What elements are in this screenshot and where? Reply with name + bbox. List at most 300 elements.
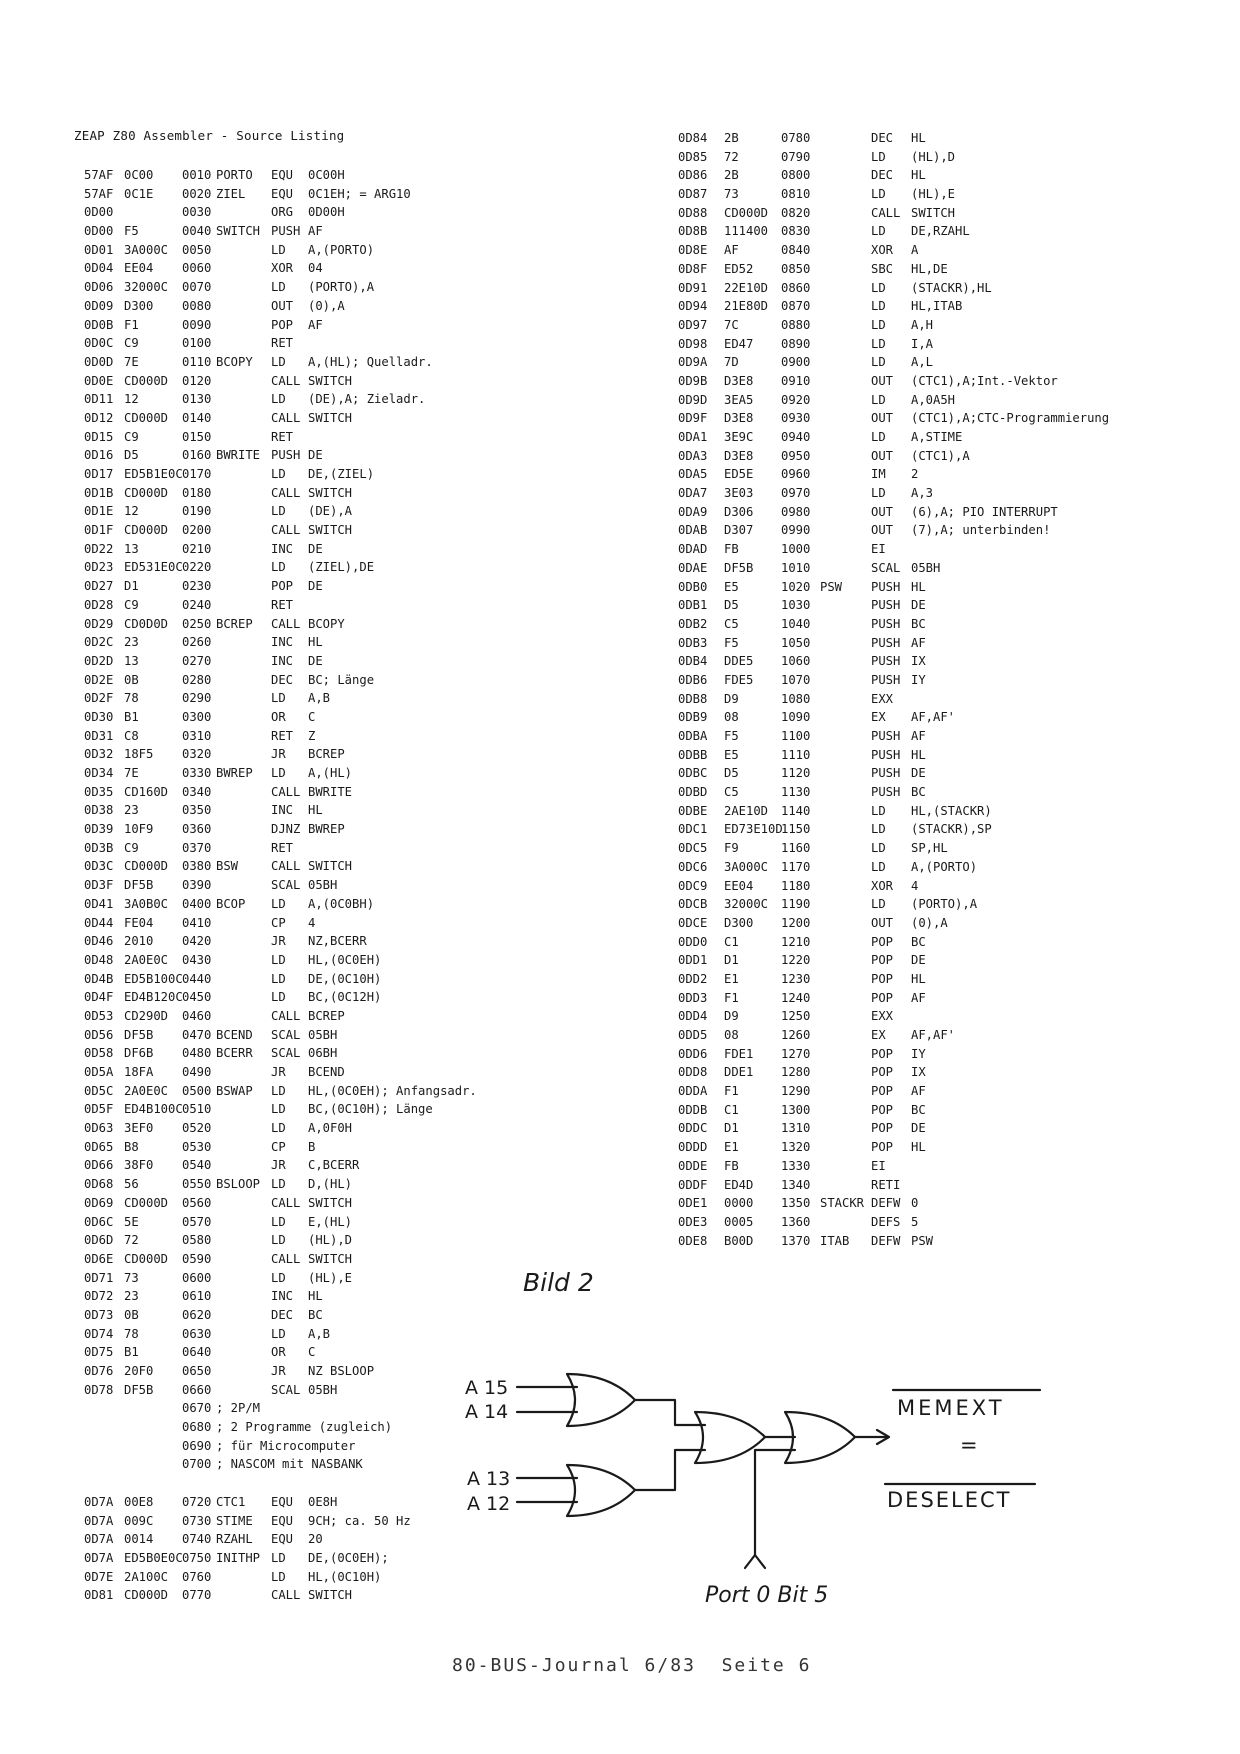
listing-label [820,428,871,447]
listing-line-number: 0520 [182,1121,212,1136]
listing-operand: 9CH; ca. 50 Hz [308,1513,411,1528]
output-label-equals: = [960,1433,978,1457]
listing-line-number: 0730 [182,1513,212,1528]
listing-label [216,241,271,260]
listing-operand: A,0A5H [911,392,956,407]
listing-line-number: 1010 [781,560,811,575]
listing-operand: (DE),A; Zieladr. [308,392,426,407]
listing-operand: (HL),E [911,187,956,202]
listing-line-number: 0490 [182,1065,212,1079]
listing-object-code: CD000D [124,485,169,500]
listing-row [678,372,1109,391]
listing-label [820,1138,871,1157]
listing-operand: 0 [911,1196,919,1211]
listing-mnemonic: OUT [871,448,894,463]
listing-row [84,1399,477,1418]
listing-operand: DE,(0C0EH); [308,1550,389,1565]
listing-address: 0DC5 [678,841,708,856]
listing-mnemonic: LD [271,691,286,706]
listing-mnemonic: CALL [271,1195,301,1210]
input-label-a13: A 13 [467,1468,511,1490]
listing-label [216,783,271,802]
listing-row [84,484,477,503]
listing-mnemonic: LD [271,392,286,407]
listing-mnemonic: LD [871,336,886,351]
listing-address: 0D7A [84,1532,114,1547]
listing-operand: A,(HL); Quelladr. [308,354,433,369]
listing-label [820,877,871,896]
listing-row [84,540,477,559]
listing-address: 0D1E [84,504,114,519]
listing-operand: A,3 [911,486,934,501]
listing-row [84,1082,477,1101]
listing-mnemonic: DEC [271,672,294,687]
listing-line-number: 0820 [781,205,811,220]
listing-row [678,1232,1109,1251]
listing-object-code: 0B [124,1307,139,1322]
listing-address: 0DA3 [678,448,708,463]
listing-row [678,764,1109,783]
listing-object-code: B1 [124,709,139,724]
listing-row [84,689,477,708]
listing-line-number: 0460 [182,1008,212,1023]
listing-address: 0DE3 [678,1214,708,1229]
listing-address: 0D46 [84,934,114,949]
listing-row [84,1568,477,1587]
listing-line-number: 1200 [781,915,811,930]
listing-address: 0D0B [84,317,114,332]
listing-operand: DE [911,598,926,613]
listing-operand: (STACKR),HL [911,280,992,295]
listing-line-number: 0950 [781,448,811,463]
listing-object-code: 0014 [124,1532,154,1547]
listing-object-code: 009C [124,1513,154,1528]
listing-operand: (7),A; unterbinden! [911,523,1051,538]
listing-address: 0D86 [678,168,708,183]
listing-row [84,1063,477,1082]
listing-address: 0D84 [678,131,708,145]
listing-label [820,895,871,914]
listing-line-number: 0850 [781,261,811,276]
listing-object-code: D5 [124,448,139,463]
listing-line-number: 1140 [781,803,811,818]
listing-line-number: 0320 [182,747,212,762]
listing-row [84,801,477,820]
listing-mnemonic: POP [871,1084,894,1099]
listing-label [820,559,871,578]
listing-row [678,1213,1109,1232]
listing-mnemonic: INC [271,653,294,668]
listing-address: 0D91 [678,280,708,295]
listing-mnemonic: LD [271,971,286,986]
listing-row [84,764,477,783]
listing-row [678,858,1109,877]
listing-row [84,671,477,690]
listing-line-number: 0880 [781,317,811,332]
listing-label [216,1325,271,1344]
listing-row [84,1325,477,1344]
listing-row [84,1007,477,1026]
listing-mnemonic: CALL [271,784,301,799]
listing-row [678,839,1109,858]
listing-line-number: 0390 [182,878,212,893]
listing-operand: DE [911,953,926,968]
listing-label [216,1213,271,1232]
listing-operand: A,(PORTO) [911,859,978,874]
listing-mnemonic: RET [271,840,294,855]
listing-line-number: 0040 [182,224,212,239]
listing-label [820,1045,871,1064]
listing-operand: BCOPY [308,616,345,631]
listing-object-code: C8 [124,728,139,743]
listing-row [678,559,1109,578]
listing-label: ; 2 Programme (zugleich) [216,1420,393,1435]
listing-mnemonic: LD [271,1326,286,1341]
listing-operand: AF [911,990,926,1005]
listing-row [678,989,1109,1008]
listing-address: 0DC9 [678,878,708,893]
listing-row [678,391,1109,410]
listing-label [216,1381,271,1400]
listing-line-number: 0620 [182,1307,212,1322]
listing-address: 0D66 [84,1158,114,1173]
listing-row [84,428,477,447]
listing-mnemonic: LD [871,355,886,370]
listing-row [678,578,1109,597]
listing-mnemonic: POP [871,1065,894,1080]
listing-object-code: 0005 [724,1214,754,1229]
listing-operand: D,(HL) [308,1177,353,1192]
listing-operand: 05BH [308,878,338,893]
listing-line-number: 0930 [781,411,811,426]
listing-object-code: CD000D [124,410,169,425]
listing-row [84,1493,477,1512]
listing-object-code: F5 [724,729,739,743]
listing-address: 0DD5 [678,1028,708,1042]
listing-object-code: C1 [724,1102,739,1117]
listing-row [84,241,477,260]
listing-object-code: DF5B [124,1027,154,1042]
listing-line-number: 1060 [781,654,811,669]
listing-line-number: 0470 [182,1027,212,1042]
listing-line-number: 1240 [781,990,811,1005]
listing-line-number: 0290 [182,691,212,706]
listing-label [820,372,871,391]
listing-operand: BCEND [308,1065,345,1079]
listing-object-code: C9 [124,336,139,351]
output-label-deselect: DESELECT [887,1488,1012,1512]
listing-line-number: 1260 [781,1028,811,1042]
listing-mnemonic: CALL [271,410,301,425]
listing-address: 0D3F [84,878,114,893]
listing-label [820,933,871,952]
listing-operand: SP,HL [911,841,948,856]
listing-row [84,446,477,465]
listing-label: ITAB [820,1233,850,1248]
listing-label [216,1269,271,1288]
listing-object-code: CD000D [124,859,169,874]
listing-line-number: 0260 [182,635,212,650]
listing-label [820,1101,871,1120]
input-label-a15: A 15 [465,1377,509,1399]
listing-label [820,1119,871,1138]
listing-address: 0D23 [84,560,114,575]
listing-row [678,148,1109,167]
listing-object-code: 18FA [124,1065,154,1079]
listing-address: 0D39 [84,822,114,837]
listing-row [84,970,477,989]
listing-operand: C,BCERR [308,1158,360,1173]
listing-operand: A,(HL) [308,766,353,780]
listing-address: 0D97 [678,317,708,332]
listing-label [216,409,271,428]
listing-address: 0D5A [84,1065,114,1079]
listing-row [678,671,1109,690]
listing-address: 0D16 [84,448,114,463]
listing-row [84,783,477,802]
listing-mnemonic: RET [271,336,294,351]
listing-address: 0D8F [678,261,708,276]
listing-object-code: AF [724,243,739,258]
listing-line-number: 1000 [781,542,811,557]
listing-address: 57AF [84,168,114,182]
listing-operand: (0),A [308,298,345,313]
listing-object-code: CD0D0D [124,616,169,631]
listing-mnemonic: POP [271,579,294,594]
listing-row [678,708,1109,727]
listing-object-code: FDE5 [724,672,754,687]
listing-label [820,839,871,858]
listing-operand: (STACKR),SP [911,822,992,837]
listing-operand: HL [911,579,926,594]
listing-address: 0D76 [84,1364,114,1378]
listing-address: 0D2D [84,653,114,668]
listing-row [84,185,477,204]
listing-object-code [124,203,182,222]
listing-operand: DE,RZAHL [911,224,970,239]
listing-operand: DE [911,1121,926,1136]
listing-operand: (HL),E [308,1270,353,1285]
listing-label [216,708,271,727]
listing-line-number: 0080 [182,298,212,313]
listing-address: 0D6D [84,1233,114,1248]
listing-label [820,951,871,970]
listing-object-code: F1 [724,1084,739,1099]
listing-line-number: 0500 [182,1083,212,1098]
listing-label [216,1007,271,1026]
listing-object-code: C5 [724,785,739,800]
listing-label [820,166,871,185]
listing-mnemonic: EXX [871,691,894,706]
listing-label [216,1119,271,1138]
listing-label [820,858,871,877]
listing-object-code [124,1418,182,1437]
listing-address: 0D7A [84,1494,114,1509]
listing-address: 0D38 [84,803,114,818]
listing-mnemonic: PUSH [871,598,901,613]
listing-line-number: 0280 [182,672,212,687]
listing-mnemonic: DEC [871,168,894,183]
listing-address: 0D32 [84,747,114,762]
listing-address: 0D1F [84,523,114,538]
listing-object-code: 7E [124,766,139,780]
listing-label: ; NASCOM mit NASBANK [216,1457,363,1472]
listing-label: BCREP [216,616,253,631]
listing-line-number: 1310 [781,1121,811,1136]
listing-address: 0DCB [678,897,708,912]
listing-line-number: 1100 [781,729,811,743]
listing-object-code: 7E [124,354,139,369]
listing-operand: HL,(0C0EH); Anfangsadr. [308,1083,477,1098]
listing-row [84,1119,477,1138]
listing-line-number: 0410 [182,915,212,930]
listing-line-number: 0190 [182,504,212,519]
listing-address: 0D28 [84,597,114,612]
listing-operand: SWITCH [308,410,353,425]
listing-mnemonic [271,1474,308,1493]
listing-label [216,988,271,1007]
listing-line-number: 0960 [781,467,811,482]
listing-line-number: 0800 [781,168,811,183]
listing-line-number: 0600 [182,1270,212,1285]
listing-address: 0DDA [678,1084,708,1099]
listing-label: BCERR [216,1046,253,1061]
listing-label [820,185,871,204]
listing-line-number: 1150 [781,822,811,837]
listing-label [820,1157,871,1176]
listing-address: 0DA1 [678,430,708,444]
listing-mnemonic: EX [871,710,886,725]
listing-row [678,1157,1109,1176]
listing-label [820,148,871,167]
listing-operand: BC [911,616,926,631]
listing-address: 0DCE [678,915,708,930]
listing-object-code: EE04 [724,878,754,893]
listing-address: 0DDC [678,1121,708,1136]
listing-row [84,297,477,316]
listing-address: 0D81 [84,1588,114,1603]
listing-label [820,783,871,802]
listing-object-code: F9 [724,841,739,856]
listing-row [678,185,1109,204]
listing-object-code: D307 [724,523,754,538]
listing-row [84,521,477,540]
listing-row [84,708,477,727]
listing-mnemonic: CALL [271,859,301,874]
listing-address: 0DDD [678,1140,708,1155]
listing-operand: BC [911,934,926,949]
listing-line-number: 0440 [182,971,212,986]
listing-line-number: 0740 [182,1532,212,1547]
listing-row [84,1362,477,1381]
listing-operand: 0C1EH; = ARG10 [308,186,411,201]
listing-line-number: 1050 [781,635,811,650]
listing-line-number: 0840 [781,243,811,258]
listing-mnemonic: POP [271,317,294,332]
listing-line-number: 0430 [182,952,212,967]
listing-row [84,596,477,615]
listing-object-code: D1 [724,953,739,968]
listing-operand: SWITCH [308,1588,353,1603]
listing-operand: PSW [911,1233,934,1248]
listing-operand: (ZIEL),DE [308,560,375,575]
listing-line-number: 0540 [182,1158,212,1173]
listing-operand: 05BH [911,560,941,575]
listing-operand: DE [911,766,926,781]
listing-row [84,409,477,428]
listing-label [820,1007,871,1026]
listing-address: 0DAB [678,523,708,538]
listing-object-code: 18F5 [124,747,154,762]
listing-operand: (CTC1),A [911,448,970,463]
listing-line-number: 0780 [781,131,811,145]
listing-mnemonic: OUT [871,373,894,388]
listing-mnemonic: CALL [271,1251,301,1266]
listing-object-code: 0000 [724,1196,754,1211]
listing-row [84,932,477,951]
listing-label [216,1306,271,1325]
listing-label [216,465,271,484]
listing-operand: HL [911,168,926,183]
listing-address: 0D0E [84,373,114,388]
listing-label [216,839,271,858]
listing-row [84,465,477,484]
listing-row [84,278,477,297]
listing-address: 0D6C [84,1214,114,1229]
listing-row [678,1119,1109,1138]
listing-address: 0D1B [84,485,114,500]
listing-operand: SWITCH [308,859,353,874]
listing-operand: 0D00H [308,205,345,220]
listing-column-right [678,129,1109,1250]
listing-line-number: 1320 [781,1140,811,1155]
listing-object-code: B00D [724,1233,754,1248]
listing-address: 0DD1 [678,953,708,968]
listing-label [820,727,871,746]
listing-label [216,876,271,895]
listing-object-code: ED5B1E0C [124,467,183,481]
listing-row [678,746,1109,765]
listing-operand: A,H [911,317,934,332]
listing-line-number: 0340 [182,784,212,799]
listing-row [84,839,477,858]
listing-mnemonic: OUT [871,504,894,519]
listing-mnemonic: IM [871,467,886,482]
listing-row [84,1381,477,1400]
listing-line-number: 0860 [781,280,811,295]
listing-object-code: 73 [124,1270,139,1285]
listing-label: ; 2P/M [216,1401,261,1416]
listing-label [216,801,271,820]
listing-mnemonic: CP [271,1139,286,1154]
listing-object-code: D300 [724,915,754,930]
listing-row [84,1269,477,1288]
listing-object-code: DF6B [124,1046,154,1061]
listing-operand: A,B [308,691,331,706]
listing-row [678,241,1109,260]
listing-line-number: 0900 [781,355,811,370]
listing-row [678,727,1109,746]
listing-mnemonic: POP [871,934,894,949]
listing-operand: BWREP [308,822,345,837]
listing-row [678,409,1109,428]
listing-label [820,671,871,690]
listing-row [84,1437,477,1456]
listing-label: STIME [216,1513,253,1528]
listing-line-number: 0770 [182,1588,212,1603]
input-label-a12: A 12 [467,1493,511,1515]
listing-object-code: F5 [124,224,139,239]
